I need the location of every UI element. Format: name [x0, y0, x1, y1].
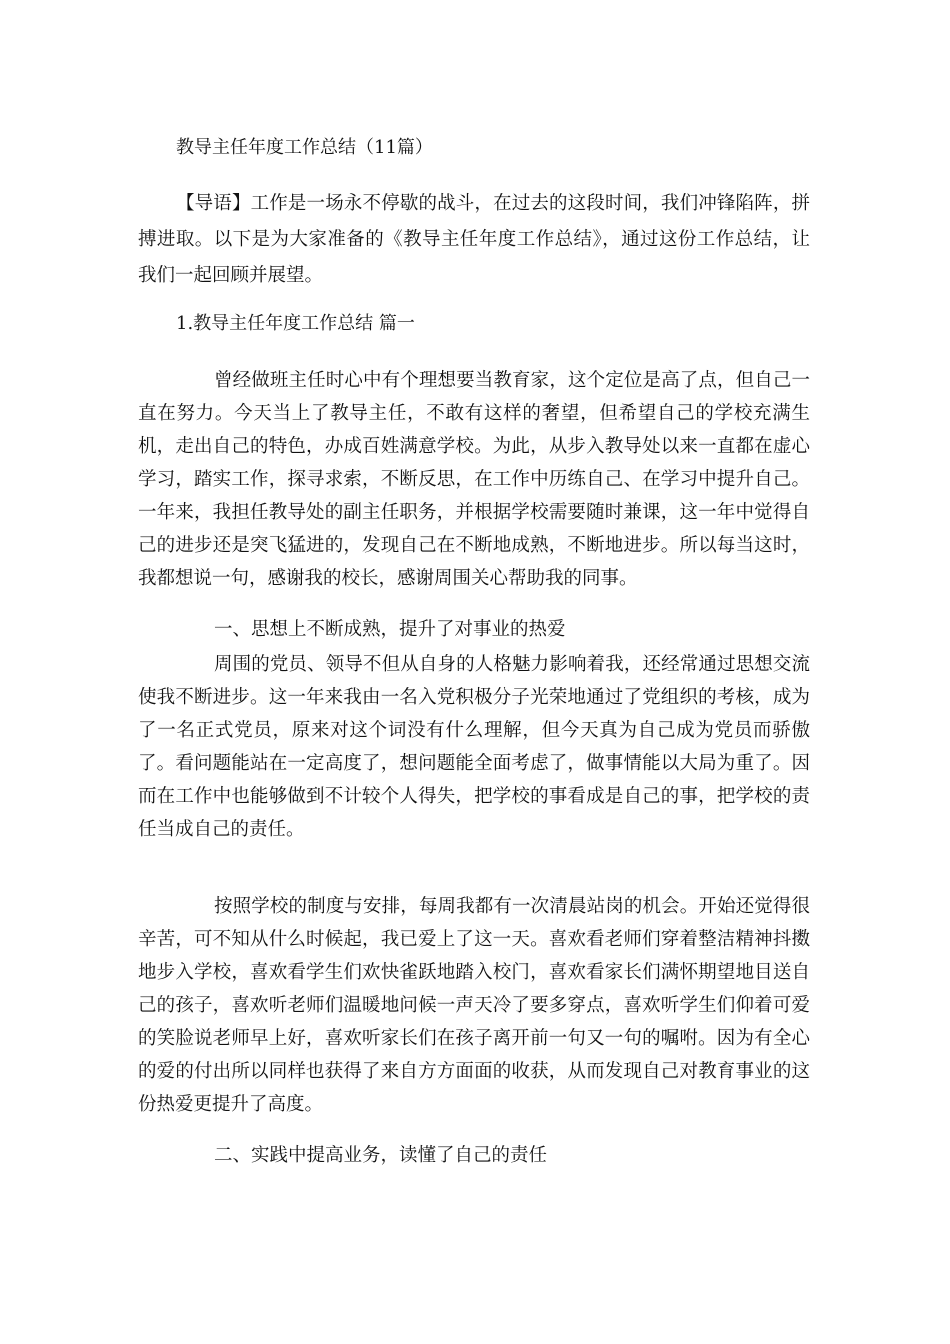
subheading-2: 二、实践中提高业务，读懂了自己的责任 — [214, 1145, 548, 1166]
intro-paragraph: 【导语】工作是一场永不停歇的战斗，在过去的这段时间，我们冲锋陷阵，拼搏进取。以下是为大家准备的《教导主任年度工作总结》，通过这份工作总结，让我们一起回顾并展望。 — [138, 193, 810, 286]
paragraph-2: 周围的党员、领导不但从自身的人格魅力影响着我，还经常通过思想交流使我不断进步。这一年来我由一名入党积极分子光荣地通过了党组织的考核，成为了一名正式党员，原来对这个词没有什么理解，但今天真为自己成为党员而骄傲了。看问题能站在一定高度了，想问题能全面考虑了，做事情能以大局为重了。因而在工作中也能够做到不计较个人得失，把学校的事看成是自己的事，把学校的责任当成自己的责任。 — [138, 654, 810, 840]
paragraph-3: 按照学校的制度与安排，每周我都有一次清晨站岗的机会。开始还觉得很辛苦，可不知从什么时候起，我已爱上了这一天。喜欢看老师们穿着整洁精神抖擞地步入学校，喜欢看学生们欢快雀跃地踏入校门，喜欢看家长们满怀期望地目送自己的孩子，喜欢听老师们温暖地问候一声天冷了要多穿点，喜欢听学生们仰着可爱的笑脸说老师早上好，喜欢听家长们在孩子离开前一句又一句的嘱咐。因为有全心的爱的付出所以同样也获得了来自方方面面的收获，从而发现自己对教育事业的这份热爱更提升了高度。 — [138, 896, 810, 1115]
section-heading: 1.教导主任年度工作总结 篇一 — [176, 313, 415, 334]
subheading-1: 一、思想上不断成熟，提升了对事业的热爱 — [214, 619, 566, 640]
paragraph-1: 曾经做班主任时心中有个理想要当教育家，这个定位是高了点，但自己一直在努力。今天当上了教导主任，不敢有这样的奢望，但希望自己的学校充满生机，走出自己的特色，办成百姓满意学校。为此，从步入教导处以来一直都在虚心学习，踏实工作，探寻求索，不断反思，在工作中历练自己、在学习中提升自己。一年来，我担任教导处的副主任职务，并根据学校需要随时兼课，这一年中觉得自己的进步还是突飞猛进的，发现自己在不断地成熟，不断地进步。所以每当这时，我都想说一句，感谢我的校长，感谢周围关心帮助我的同事。 — [138, 370, 810, 589]
document-title: 教导主任年度工作总结（11篇） — [176, 137, 433, 158]
